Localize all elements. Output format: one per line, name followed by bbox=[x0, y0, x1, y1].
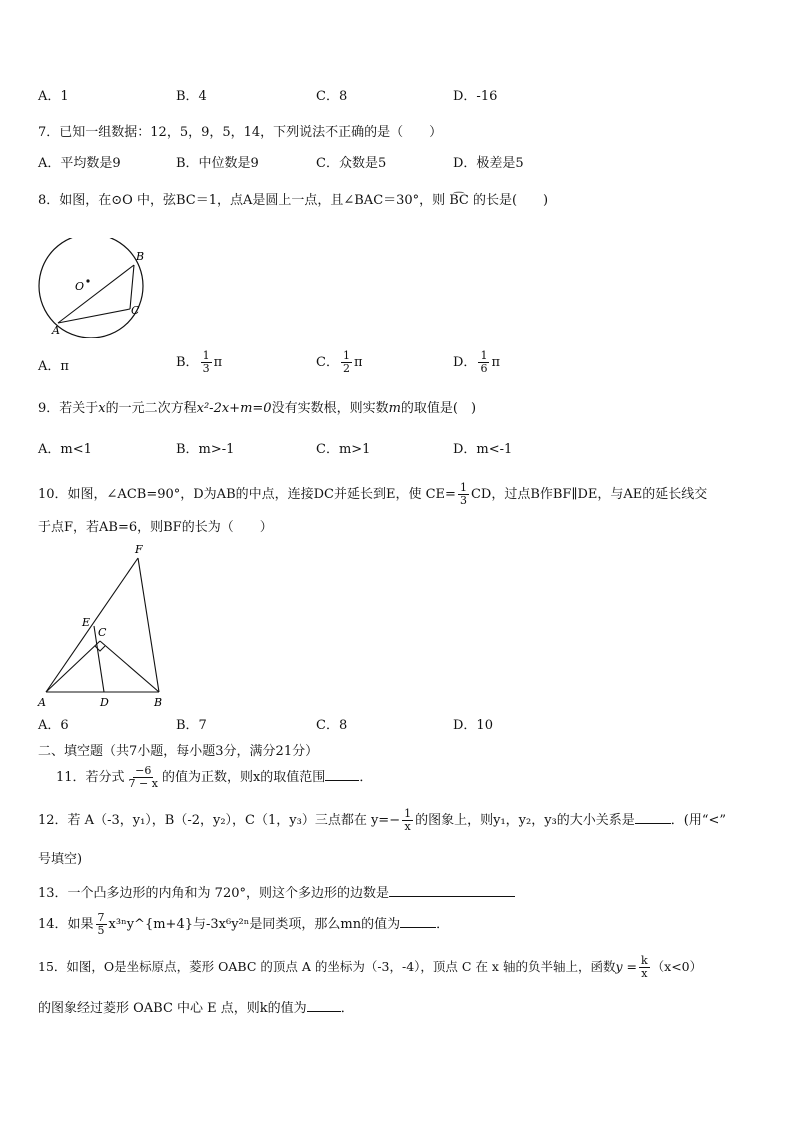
label-o: O bbox=[75, 280, 85, 293]
label-f: F bbox=[135, 543, 143, 556]
label-b: B bbox=[136, 250, 145, 263]
segment-cb bbox=[100, 641, 159, 692]
q9-option-c: C．m>1 bbox=[316, 442, 371, 457]
q13-stem-part: 13．一个凸多边形的内角和为 720°，则这个多边形的边数是 bbox=[38, 886, 389, 901]
q11-stem bbox=[56, 765, 372, 790]
answer-blank[interactable] bbox=[307, 999, 341, 1012]
q9-option-a: A．m<1 bbox=[38, 442, 92, 457]
q8-option-c-prefix: C． bbox=[316, 355, 339, 370]
label-b: B bbox=[154, 696, 163, 709]
q7-option-b: B．中位数是9 bbox=[176, 156, 259, 171]
answer-blank[interactable] bbox=[635, 811, 671, 824]
label-c: C bbox=[131, 304, 140, 317]
frac-denominator: x bbox=[641, 967, 648, 980]
q14-stem-part: 14．如果 bbox=[38, 917, 94, 932]
q8-option-c bbox=[316, 350, 363, 375]
label-d: D bbox=[100, 696, 109, 709]
q12-stem-part: 12．若 A（-3，y₁），B（-2，y₂），C（1，y₃）三点都在 y=− bbox=[38, 813, 401, 828]
q11-stem-part: 的值为正数，则x的取值范围 bbox=[161, 770, 326, 785]
q15-stem-part: 的图象经过菱形 OABC 中心 E 点，则k的值为 bbox=[38, 1001, 307, 1016]
answer-blank[interactable] bbox=[400, 915, 436, 928]
q15-y-equals: y = bbox=[615, 959, 637, 974]
frac-numerator: 1 bbox=[404, 807, 412, 820]
q10-stem-part: CD，过点B作BF∥DE，与AE的延长线交 bbox=[470, 487, 708, 502]
q9-var-m: m bbox=[388, 401, 401, 416]
q9-stem-part: 9．若关于 bbox=[38, 401, 99, 416]
q10-triangle-figure bbox=[34, 540, 174, 712]
frac-numerator: k bbox=[640, 954, 648, 967]
q10-option-d: D．10 bbox=[453, 718, 493, 733]
q10-stem-part: 10．如图，∠ACB=90°，D为AB的中点，连接DC并延长到E，使 CE= bbox=[38, 487, 456, 502]
q10-option-a: A．6 bbox=[38, 718, 69, 733]
q9-option-b: B．m>-1 bbox=[176, 442, 235, 457]
frac-denominator: 6 bbox=[480, 362, 488, 375]
q9-stem bbox=[38, 400, 476, 418]
answer-blank[interactable] bbox=[389, 884, 515, 897]
right-angle-mark bbox=[95, 646, 105, 651]
q12-stem bbox=[38, 808, 726, 833]
q6-option-d: D．-16 bbox=[453, 89, 498, 104]
q15-stem-part: ． bbox=[340, 1001, 354, 1016]
answer-blank[interactable] bbox=[325, 768, 359, 781]
q12-stem-part: ．(用“<” bbox=[670, 813, 727, 828]
frac-numerator: −6 bbox=[135, 764, 152, 777]
label-c: C bbox=[98, 626, 107, 639]
q12-stem-line2: 号填空) bbox=[38, 852, 83, 867]
q10-stem-line2: 于点F，若AB=6，则BF的长为（ ） bbox=[38, 520, 273, 535]
q6-option-c: C．8 bbox=[316, 89, 348, 104]
frac-denominator: x bbox=[404, 820, 411, 833]
q11-stem-part: ． bbox=[359, 770, 373, 785]
pi-symbol: π bbox=[353, 355, 363, 370]
label-a: A bbox=[52, 324, 60, 337]
q15-stem bbox=[38, 955, 702, 980]
q14-stem-part: ． bbox=[436, 917, 450, 932]
chord-ac bbox=[58, 309, 130, 323]
q7-option-a: A．平均数是9 bbox=[38, 156, 121, 171]
frac-numerator: 1 bbox=[459, 481, 467, 494]
q9-stem-part: 没有实数根，则实数 bbox=[271, 401, 389, 416]
q7-option-c: C．众数是5 bbox=[316, 156, 387, 171]
q9-equation: x²-2x+m=0 bbox=[196, 401, 272, 416]
q6-option-b: B．4 bbox=[176, 89, 207, 104]
segment-af bbox=[46, 558, 138, 692]
frac-numerator: 1 bbox=[202, 349, 210, 362]
section-heading: 二、填空题（共7小题，每小题3分，满分21分） bbox=[38, 744, 319, 759]
label-e: E bbox=[82, 616, 91, 629]
frac-numerator: 1 bbox=[480, 349, 488, 362]
q8-option-b bbox=[176, 350, 222, 375]
q8-option-d-prefix: D． bbox=[453, 355, 477, 370]
label-a: A bbox=[38, 696, 46, 709]
q9-option-d: D．m<-1 bbox=[453, 442, 513, 457]
circle-o bbox=[39, 238, 143, 338]
chord-bc bbox=[130, 265, 134, 309]
frac-denominator: 3 bbox=[202, 362, 210, 375]
frac-denominator: 7 − x bbox=[128, 777, 158, 790]
pi-symbol: π bbox=[491, 355, 500, 370]
q8-option-a: A．π bbox=[38, 359, 69, 374]
q8-circle-figure bbox=[30, 238, 152, 338]
center-dot bbox=[86, 279, 89, 282]
q10-option-b: B．7 bbox=[176, 718, 207, 733]
q15-stem-line2 bbox=[38, 999, 354, 1018]
q9-stem-part: 的取值是( ) bbox=[400, 401, 477, 416]
q15-condition: （x<0） bbox=[651, 959, 703, 974]
q8-stem: 8．如图，在⊙O 中，弦BC＝1，点A是圆上一点，且∠BAC＝30°，则 B͡C 的长是( ) bbox=[38, 193, 549, 208]
q8-option-b-prefix: B． bbox=[176, 355, 199, 370]
q10-stem bbox=[38, 482, 707, 507]
segment-bf bbox=[138, 558, 159, 692]
q10-option-c: C．8 bbox=[316, 718, 348, 733]
frac-denominator: 3 bbox=[459, 494, 467, 507]
segment-ac bbox=[46, 641, 100, 692]
q13-stem bbox=[38, 884, 515, 903]
q15-stem-part: 15．如图，O是坐标原点，菱形 OABC 的顶点 A 的坐标为（-3，-4），顶点 C 在 x 轴的负半轴上，函数 bbox=[38, 959, 616, 974]
q6-option-a: A．1 bbox=[38, 89, 69, 104]
frac-numerator: 1 bbox=[342, 349, 350, 362]
frac-denominator: 2 bbox=[342, 362, 350, 375]
q12-stem-part: 的图象上，则y₁，y₂，y₃的大小关系是 bbox=[415, 813, 635, 828]
q9-var-x: x bbox=[98, 401, 106, 416]
q7-option-d: D．极差是5 bbox=[453, 156, 524, 171]
q9-stem-part: 的一元二次方程 bbox=[105, 401, 197, 416]
q14-stem bbox=[38, 912, 449, 937]
pi-symbol: π bbox=[213, 355, 223, 370]
frac-denominator: 5 bbox=[97, 924, 105, 937]
chord-ab bbox=[58, 265, 134, 323]
q8-option-d bbox=[453, 350, 500, 375]
q14-stem-part: x³ⁿy^{m+4}与-3x⁶y²ⁿ是同类项，那么mn的值为 bbox=[108, 917, 401, 932]
q11-stem-part: 11．若分式 bbox=[56, 770, 125, 785]
frac-numerator: 7 bbox=[97, 911, 105, 924]
q7-stem: 7．已知一组数据：12，5，9，5，14，下列说法不正确的是（ ） bbox=[38, 125, 443, 140]
